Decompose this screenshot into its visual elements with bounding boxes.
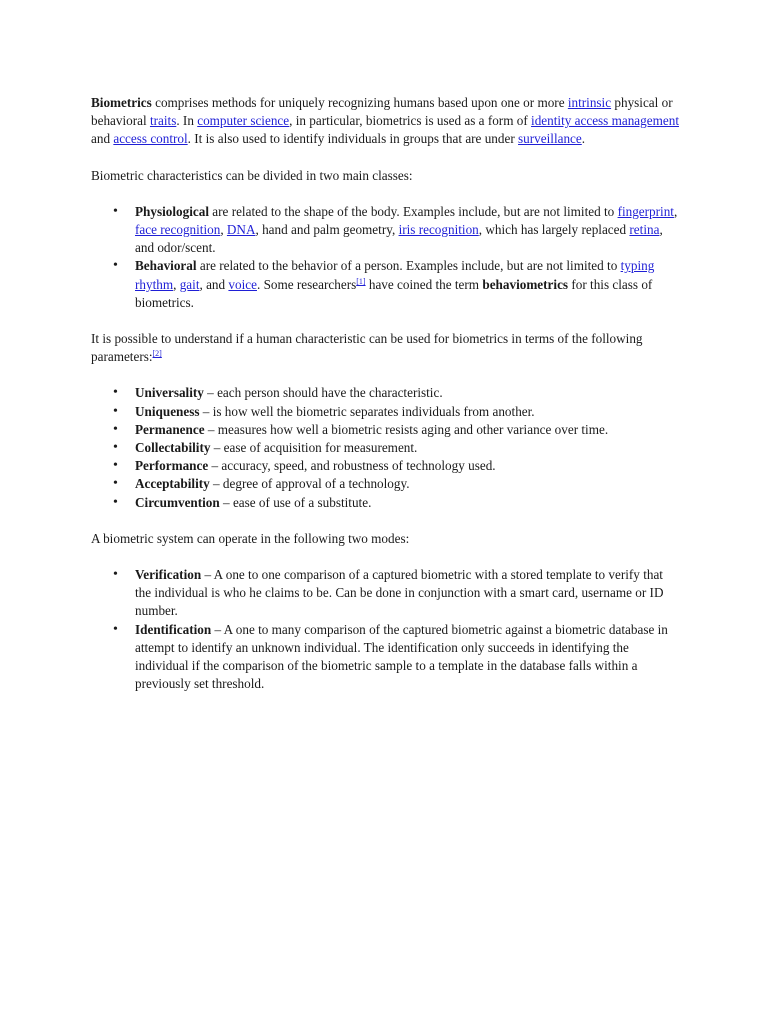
list-item: • Acceptability – degree of approval of a technology. xyxy=(135,475,681,493)
link-surveillance[interactable]: surveillance xyxy=(518,131,582,147)
link-traits[interactable]: traits xyxy=(149,113,177,129)
parameters-paragraph: It is possible to understand if a human characteristic can be used for biometrics in terms of the following parameters:[2] xyxy=(91,331,643,365)
modes-paragraph: A biometric system can operate in the following two modes: xyxy=(91,530,410,546)
classes-list xyxy=(91,203,681,312)
link-intrinsic[interactable]: intrinsic xyxy=(567,95,612,110)
link-voice[interactable]: voice xyxy=(228,276,257,292)
link-face-recognition[interactable]: face recognition xyxy=(135,222,221,238)
list-item-verification: • Verification – A one to one comparison of a captured biometric with a stored template to verify that the individual is who he claims to be. Can be done in conjunction with a smart card, username or ID number. xyxy=(135,566,681,621)
link-gait[interactable]: gait xyxy=(179,276,200,292)
link-identity-access-management[interactable]: identity access management xyxy=(531,113,679,129)
document-body xyxy=(91,94,681,711)
link-fingerprint[interactable]: fingerprint xyxy=(617,203,674,219)
intro-paragraph: Biometrics comprises methods for uniquely recognizing humans based upon one or more intrinsic physical or behavioral traits. In computer science, in particular, biometrics is used as a form of identity access management and access control. It is also used to identify individuals in groups that are under surveillance. xyxy=(91,95,679,147)
biometrics-term: Biometrics xyxy=(91,95,152,110)
list-item: • Permanence – measures how well a biometric resists aging and other variance over time. xyxy=(135,421,681,439)
link-computer-science[interactable]: computer science xyxy=(197,113,290,129)
list-item: • Universality – each person should have the characteristic. xyxy=(135,384,681,402)
link-retina[interactable]: retina xyxy=(629,222,660,238)
link-typing-rhythm[interactable]: typing rhythm xyxy=(135,258,655,292)
reference-link-2[interactable]: [2] xyxy=(152,349,162,359)
list-item: • Uniqueness – is how well the biometric separates individuals from another. xyxy=(135,403,681,421)
reference-link-1[interactable]: [1] xyxy=(356,276,366,286)
list-item-behavioral: • Behavioral are related to the behavior of a person. Examples include, but are not limited to typing rhythm, gait, and voice. Some researchers[1] have coined the term behaviometrics for this class of biometrics. xyxy=(135,257,681,312)
list-item-identification: • Identification – A one to many comparison of the captured biometric against a biometric database in attempt to identify an unknown individual. The identification only succeeds in identifying the individual if the comparison of the biometric sample to a template in the database falls within a previously set threshold. xyxy=(135,621,681,694)
parameters-list xyxy=(91,384,681,511)
list-item: • Collectability – ease of acquisition for measurement. xyxy=(135,439,681,457)
link-iris-recognition[interactable]: iris recognition xyxy=(398,222,479,238)
modes-list xyxy=(91,566,681,693)
list-item: • Performance – accuracy, speed, and robustness of technology used. xyxy=(135,457,681,475)
list-item-physiological: • Physiological are related to the shape of the body. Examples include, but are not limited to fingerprint, face recognition, DNA, hand and palm geometry, iris recognition, which has largely replaced retina, and odor/scent. xyxy=(135,203,681,258)
link-access-control[interactable]: access control xyxy=(113,131,188,147)
classes-paragraph: Biometric characteristics can be divided in two main classes: xyxy=(91,167,413,183)
link-dna[interactable]: DNA xyxy=(226,222,256,238)
list-item: • Circumvention – ease of use of a substitute. xyxy=(135,494,681,512)
